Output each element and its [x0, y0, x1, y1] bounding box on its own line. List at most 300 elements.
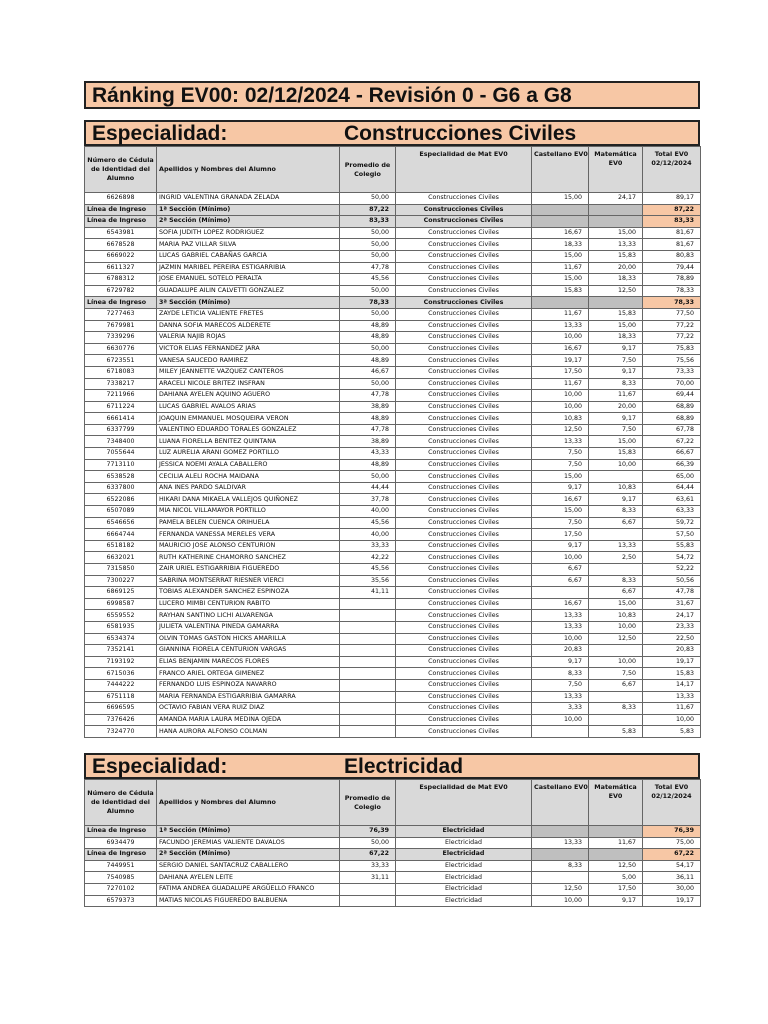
student-row: [85, 872, 701, 884]
matematica-cell: 12,50: [589, 285, 643, 297]
header-nombre: Apellidos y Nombres del Alumno: [157, 780, 340, 826]
section-construcciones-civiles: [84, 120, 700, 738]
matematica-cell: 20,00: [589, 401, 643, 413]
header-promedio: Promedio de Colegio: [340, 780, 396, 826]
promedio-cell: 76,39: [340, 826, 396, 838]
nombre-cell: TOBIAS ALEXANDER SANCHEZ ESPINOZA: [157, 587, 340, 599]
nombre-cell: AMANDA MARIA LAURA MEDINA OJEDA: [157, 714, 340, 726]
student-row: [85, 540, 701, 552]
castellano-cell: 16,67: [532, 598, 589, 610]
castellano-cell: 11,67: [532, 262, 589, 274]
especialidad-cell: Construcciones Civiles: [396, 645, 532, 657]
cedula-cell: 6581935: [85, 621, 157, 633]
especialidad-cell: Construcciones Civiles: [396, 355, 532, 367]
student-row: [85, 610, 701, 622]
promedio-cell: 45,56: [340, 517, 396, 529]
total-cell: 55,83: [643, 540, 701, 552]
total-cell: 36,11: [643, 872, 701, 884]
castellano-cell: 16,67: [532, 494, 589, 506]
especialidad-cell: Construcciones Civiles: [396, 482, 532, 494]
especialidad-cell: Construcciones Civiles: [396, 390, 532, 402]
castellano-cell: 13,33: [532, 691, 589, 703]
total-cell: 87,22: [643, 204, 701, 216]
promedio-cell: [340, 633, 396, 645]
promedio-cell: 43,33: [340, 448, 396, 460]
page-title: Ránking EV00: 02/12/2024 - Revisión 0 - G6 a G8: [84, 81, 700, 109]
total-cell: 54,17: [643, 860, 701, 872]
castellano-cell: 8,33: [532, 860, 589, 872]
nombre-cell: 2ª Sección (Mínimo): [157, 849, 340, 861]
student-row: [85, 633, 701, 645]
especialidad-cell: Construcciones Civiles: [396, 471, 532, 483]
castellano-cell: 7,50: [532, 448, 589, 460]
nombre-cell: SERGIO DANIEL SANTACRUZ CABALLERO: [157, 860, 340, 872]
matematica-cell: 9,17: [589, 413, 643, 425]
matematica-cell: 8,33: [589, 703, 643, 715]
castellano-cell: 15,83: [532, 285, 589, 297]
nombre-cell: OLVIN TOMAS GASTON HICKS AMARILLA: [157, 633, 340, 645]
castellano-cell: 15,00: [532, 193, 589, 205]
total-cell: 77,22: [643, 320, 701, 332]
castellano-cell: 7,50: [532, 459, 589, 471]
especialidad-cell: Construcciones Civiles: [396, 621, 532, 633]
nombre-cell: OCTAVIO FABIAN VERA RUIZ DIAZ: [157, 703, 340, 715]
promedio-cell: 48,89: [340, 320, 396, 332]
promedio-cell: 50,00: [340, 308, 396, 320]
cedula-cell: 6669022: [85, 250, 157, 262]
total-cell: 66,67: [643, 448, 701, 460]
castellano-cell: 8,33: [532, 668, 589, 680]
cedula-cell: 7324770: [85, 726, 157, 738]
total-cell: 50,56: [643, 575, 701, 587]
matematica-cell: 24,17: [589, 193, 643, 205]
entry-line-row: [85, 204, 701, 216]
header-castellano: Castellano EV0: [532, 780, 589, 826]
matematica-cell: 15,83: [589, 448, 643, 460]
total-cell: 69,44: [643, 390, 701, 402]
specialty-bar: [84, 753, 700, 779]
matematica-cell: [589, 849, 643, 861]
castellano-cell: 17,50: [532, 529, 589, 541]
nombre-cell: INGRID VALENTINA GRANADA ZELADA: [157, 193, 340, 205]
student-row: [85, 378, 701, 390]
castellano-cell: [532, 849, 589, 861]
nombre-cell: 1ª Sección (Mínimo): [157, 826, 340, 838]
cedula-cell: 7315850: [85, 564, 157, 576]
header-especialidad: Especialidad de Mat EV0: [396, 147, 532, 193]
promedio-cell: 50,00: [340, 378, 396, 390]
castellano-cell: 13,33: [532, 436, 589, 448]
total-cell: 59,72: [643, 517, 701, 529]
cedula-cell: 6869125: [85, 587, 157, 599]
nombre-cell: VALENTINO EDUARDO TORALES GONZALEZ: [157, 424, 340, 436]
promedio-cell: [340, 668, 396, 680]
promedio-cell: 50,00: [340, 250, 396, 262]
castellano-cell: 15,00: [532, 274, 589, 286]
especialidad-cell: Construcciones Civiles: [396, 401, 532, 413]
castellano-cell: 9,17: [532, 482, 589, 494]
nombre-cell: GUADALUPE AILIN CALVETTI GONZALEZ: [157, 285, 340, 297]
especialidad-cell: Construcciones Civiles: [396, 413, 532, 425]
header-total: Total EV0 02/12/2024: [643, 780, 701, 826]
entry-line-row: [85, 849, 701, 861]
total-cell: 77,22: [643, 332, 701, 344]
header-promedio: Promedio de Colegio: [340, 147, 396, 193]
matematica-cell: 7,50: [589, 668, 643, 680]
cedula-cell: 6507089: [85, 506, 157, 518]
especialidad-cell: Construcciones Civiles: [396, 308, 532, 320]
total-cell: 73,33: [643, 366, 701, 378]
total-cell: 22,50: [643, 633, 701, 645]
cedula-cell: 7348400: [85, 436, 157, 448]
especialidad-cell: Construcciones Civiles: [396, 320, 532, 332]
cedula-cell: 6711224: [85, 401, 157, 413]
castellano-cell: 9,17: [532, 656, 589, 668]
especialidad-cell: Electricidad: [396, 849, 532, 861]
header-total: Total EV0 02/12/2024: [643, 147, 701, 193]
student-row: [85, 575, 701, 587]
nombre-cell: JESSICA NOEMI AYALA CABALLERO: [157, 459, 340, 471]
castellano-cell: 7,50: [532, 679, 589, 691]
especialidad-cell: Construcciones Civiles: [396, 517, 532, 529]
especialidad-cell: Construcciones Civiles: [396, 494, 532, 506]
nombre-cell: ELIAS BENJAMIN MARECOS FLORES: [157, 656, 340, 668]
castellano-cell: [532, 587, 589, 599]
especialidad-cell: Construcciones Civiles: [396, 703, 532, 715]
matematica-cell: [589, 691, 643, 703]
especialidad-cell: Construcciones Civiles: [396, 633, 532, 645]
cedula-cell: 6751118: [85, 691, 157, 703]
promedio-cell: [340, 679, 396, 691]
castellano-cell: 13,33: [532, 610, 589, 622]
student-row: [85, 552, 701, 564]
matematica-cell: 15,83: [589, 250, 643, 262]
promedio-cell: [340, 703, 396, 715]
nombre-cell: RUTH KATHERINE CHAMORRO SANCHEZ: [157, 552, 340, 564]
nombre-cell: HANA AURORA ALFONSO COLMAN: [157, 726, 340, 738]
nombre-cell: SABRINA MONTSERRAT RIESNER VIERCI: [157, 575, 340, 587]
total-cell: 30,00: [643, 883, 701, 895]
total-cell: 75,83: [643, 343, 701, 355]
cedula-cell: 6661414: [85, 413, 157, 425]
header-cedula: Número de Cédula de Identidad del Alumno: [85, 780, 157, 826]
castellano-cell: [532, 726, 589, 738]
cedula-cell: 6934479: [85, 837, 157, 849]
total-cell: 15,83: [643, 668, 701, 680]
castellano-cell: 3,33: [532, 703, 589, 715]
cedula-cell: 7713110: [85, 459, 157, 471]
cedula-cell: 7055644: [85, 448, 157, 460]
promedio-cell: 47,78: [340, 262, 396, 274]
student-row: [85, 401, 701, 413]
cedula-cell: 6626898: [85, 193, 157, 205]
promedio-cell: 42,22: [340, 552, 396, 564]
especialidad-cell: Construcciones Civiles: [396, 239, 532, 251]
nombre-cell: 3ª Sección (Mínimo): [157, 297, 340, 309]
cedula-cell: 6723551: [85, 355, 157, 367]
nombre-cell: JAZMIN MARIBEL PEREIRA ESTIGARRIBIA: [157, 262, 340, 274]
nombre-cell: HIKARI DANA MIKAELA VALLEJOS QUIÑONEZ: [157, 494, 340, 506]
matematica-cell: 11,67: [589, 390, 643, 402]
nombre-cell: LUANA FIORELLA BENITEZ QUINTANA: [157, 436, 340, 448]
matematica-cell: 2,50: [589, 552, 643, 564]
matematica-cell: 12,50: [589, 633, 643, 645]
cedula-cell: Línea de Ingreso: [85, 204, 157, 216]
especialidad-cell: Construcciones Civiles: [396, 285, 532, 297]
nombre-cell: MARIA PAZ VILLAR SILVA: [157, 239, 340, 251]
castellano-cell: 7,50: [532, 517, 589, 529]
matematica-cell: [589, 216, 643, 228]
matematica-cell: 6,67: [589, 517, 643, 529]
especialidad-cell: Construcciones Civiles: [396, 274, 532, 286]
total-cell: 77,50: [643, 308, 701, 320]
total-cell: 65,00: [643, 471, 701, 483]
student-row: [85, 343, 701, 355]
student-row: [85, 285, 701, 297]
header-nombre: Apellidos y Nombres del Alumno: [157, 147, 340, 193]
castellano-cell: 10,00: [532, 714, 589, 726]
cedula-cell: 6998587: [85, 598, 157, 610]
cedula-cell: Línea de Ingreso: [85, 826, 157, 838]
matematica-cell: [589, 297, 643, 309]
matematica-cell: 12,50: [589, 860, 643, 872]
student-row: [85, 598, 701, 610]
matematica-cell: 7,50: [589, 355, 643, 367]
especialidad-cell: Construcciones Civiles: [396, 552, 532, 564]
promedio-cell: [340, 883, 396, 895]
matematica-cell: 10,00: [589, 459, 643, 471]
promedio-cell: 41,11: [340, 587, 396, 599]
promedio-cell: [340, 895, 396, 907]
cedula-cell: 6522086: [85, 494, 157, 506]
nombre-cell: SOFIA JUDITH LOPEZ RODRIGUEZ: [157, 227, 340, 239]
nombre-cell: LUCAS GABRIEL AVALOS ARIAS: [157, 401, 340, 413]
header-castellano: Castellano EV0: [532, 147, 589, 193]
nombre-cell: DAHIANA AYELEN LEITE: [157, 872, 340, 884]
promedio-cell: 48,89: [340, 332, 396, 344]
cedula-cell: 6630776: [85, 343, 157, 355]
promedio-cell: 33,33: [340, 860, 396, 872]
total-cell: 19,17: [643, 895, 701, 907]
promedio-cell: 50,00: [340, 227, 396, 239]
promedio-cell: 38,89: [340, 401, 396, 413]
especialidad-cell: Construcciones Civiles: [396, 227, 532, 239]
promedio-cell: 50,00: [340, 239, 396, 251]
student-row: [85, 517, 701, 529]
especialidad-cell: Construcciones Civiles: [396, 436, 532, 448]
castellano-cell: 10,83: [532, 413, 589, 425]
student-row: [85, 448, 701, 460]
matematica-cell: 10,00: [589, 621, 643, 633]
castellano-cell: 15,00: [532, 506, 589, 518]
student-row: [85, 691, 701, 703]
nombre-cell: JOAQUIN EMMANUEL MOSQUEIRA VERON: [157, 413, 340, 425]
cedula-cell: 6337800: [85, 482, 157, 494]
student-row: [85, 436, 701, 448]
student-row: [85, 332, 701, 344]
especialidad-cell: Construcciones Civiles: [396, 204, 532, 216]
total-cell: 66,39: [643, 459, 701, 471]
student-row: [85, 459, 701, 471]
student-row: [85, 471, 701, 483]
student-row: [85, 320, 701, 332]
student-row: [85, 883, 701, 895]
student-row: [85, 895, 701, 907]
cedula-cell: 6729782: [85, 285, 157, 297]
promedio-cell: 48,89: [340, 459, 396, 471]
student-row: [85, 837, 701, 849]
total-cell: 13,33: [643, 691, 701, 703]
especialidad-cell: Electricidad: [396, 837, 532, 849]
matematica-cell: 8,33: [589, 378, 643, 390]
especialidad-cell: Construcciones Civiles: [396, 378, 532, 390]
student-row: [85, 668, 701, 680]
promedio-cell: 46,67: [340, 366, 396, 378]
student-row: [85, 645, 701, 657]
cedula-cell: Línea de Ingreso: [85, 849, 157, 861]
student-row: [85, 193, 701, 205]
student-row: [85, 262, 701, 274]
total-cell: 78,33: [643, 285, 701, 297]
matematica-cell: [589, 471, 643, 483]
castellano-cell: 10,00: [532, 390, 589, 402]
entry-line-row: [85, 297, 701, 309]
promedio-cell: 45,56: [340, 274, 396, 286]
total-cell: 31,67: [643, 598, 701, 610]
promedio-cell: 78,33: [340, 297, 396, 309]
total-cell: 14,17: [643, 679, 701, 691]
promedio-cell: 87,22: [340, 204, 396, 216]
especialidad-cell: Construcciones Civiles: [396, 598, 532, 610]
specialty-bar: [84, 120, 700, 146]
student-row: [85, 239, 701, 251]
especialidad-cell: Construcciones Civiles: [396, 726, 532, 738]
total-cell: 78,89: [643, 274, 701, 286]
matematica-cell: 15,00: [589, 436, 643, 448]
total-cell: 24,17: [643, 610, 701, 622]
matematica-cell: 11,67: [589, 837, 643, 849]
matematica-cell: [589, 204, 643, 216]
student-row: [85, 506, 701, 518]
matematica-cell: 15,00: [589, 227, 643, 239]
nombre-cell: MAURICIO JOSE ALONSO CENTURION: [157, 540, 340, 552]
especialidad-cell: Construcciones Civiles: [396, 714, 532, 726]
especialidad-cell: Construcciones Civiles: [396, 459, 532, 471]
cedula-cell: 6518182: [85, 540, 157, 552]
nombre-cell: DAHIANA AYELEN AQUINO AGUERO: [157, 390, 340, 402]
student-row: [85, 587, 701, 599]
nombre-cell: MILEY JEANNETTE VAZQUEZ CANTEROS: [157, 366, 340, 378]
cedula-cell: 6696595: [85, 703, 157, 715]
nombre-cell: CECILIA ALELI ROCHA MAIDANA: [157, 471, 340, 483]
total-cell: 57,50: [643, 529, 701, 541]
especialidad-cell: Construcciones Civiles: [396, 448, 532, 460]
student-row: [85, 656, 701, 668]
student-row: [85, 703, 701, 715]
total-cell: 63,61: [643, 494, 701, 506]
cedula-cell: 7376426: [85, 714, 157, 726]
nombre-cell: VALERIA NAJIB ROJAS: [157, 332, 340, 344]
cedula-cell: 6538528: [85, 471, 157, 483]
nombre-cell: JOSE EMANUEL SOTELO PERALTA: [157, 274, 340, 286]
cedula-cell: 6534374: [85, 633, 157, 645]
specialty-label: Especialidad:: [92, 755, 228, 778]
entry-line-row: [85, 826, 701, 838]
cedula-cell: 7300227: [85, 575, 157, 587]
castellano-cell: 11,67: [532, 378, 589, 390]
especialidad-cell: Construcciones Civiles: [396, 297, 532, 309]
nombre-cell: LUZ AURELIA ARANI GOMEZ PORTILLO: [157, 448, 340, 460]
header-cedula: Número de Cédula de Identidad del Alumno: [85, 147, 157, 193]
castellano-cell: 20,83: [532, 645, 589, 657]
especialidad-cell: Construcciones Civiles: [396, 668, 532, 680]
total-cell: 79,44: [643, 262, 701, 274]
student-row: [85, 714, 701, 726]
nombre-cell: 1ª Sección (Mínimo): [157, 204, 340, 216]
promedio-cell: 50,00: [340, 471, 396, 483]
matematica-cell: 10,83: [589, 482, 643, 494]
promedio-cell: 40,00: [340, 529, 396, 541]
promedio-cell: [340, 598, 396, 610]
nombre-cell: PAMELA BELEN CUENCA ORIHUELA: [157, 517, 340, 529]
cedula-cell: 6632021: [85, 552, 157, 564]
especialidad-cell: Construcciones Civiles: [396, 332, 532, 344]
nombre-cell: MIA NICOL VILLAMAYOR PORTILLO: [157, 506, 340, 518]
promedio-cell: [340, 726, 396, 738]
nombre-cell: JULIETA VALENTINA PINEDA GAMARRA: [157, 621, 340, 633]
total-cell: 20,83: [643, 645, 701, 657]
cedula-cell: 7270102: [85, 883, 157, 895]
promedio-cell: 50,00: [340, 837, 396, 849]
promedio-cell: 83,33: [340, 216, 396, 228]
especialidad-cell: Construcciones Civiles: [396, 424, 532, 436]
cedula-cell: Línea de Ingreso: [85, 297, 157, 309]
promedio-cell: [340, 714, 396, 726]
matematica-cell: 13,33: [589, 239, 643, 251]
total-cell: 68,89: [643, 401, 701, 413]
header-especialidad: Especialidad de Mat EV0: [396, 780, 532, 826]
castellano-cell: 10,00: [532, 633, 589, 645]
student-row: [85, 413, 701, 425]
matematica-cell: 6,67: [589, 679, 643, 691]
cedula-cell: 6678528: [85, 239, 157, 251]
especialidad-cell: Construcciones Civiles: [396, 564, 532, 576]
student-row: [85, 274, 701, 286]
promedio-cell: [340, 656, 396, 668]
especialidad-cell: Construcciones Civiles: [396, 506, 532, 518]
especialidad-cell: Electricidad: [396, 826, 532, 838]
matematica-cell: 9,17: [589, 494, 643, 506]
especialidad-cell: Construcciones Civiles: [396, 216, 532, 228]
total-cell: 5,83: [643, 726, 701, 738]
matematica-cell: [589, 529, 643, 541]
header-matematica: Matemática EV0: [589, 780, 643, 826]
matematica-cell: 5,83: [589, 726, 643, 738]
cedula-cell: 6611327: [85, 262, 157, 274]
student-row: [85, 564, 701, 576]
especialidad-cell: Construcciones Civiles: [396, 575, 532, 587]
nombre-cell: FRANCO ARIEL ORTEGA GIMENEZ: [157, 668, 340, 680]
castellano-cell: 12,50: [532, 883, 589, 895]
matematica-cell: [589, 714, 643, 726]
matematica-cell: 6,67: [589, 587, 643, 599]
matematica-cell: 15,83: [589, 308, 643, 320]
promedio-cell: 45,56: [340, 564, 396, 576]
total-cell: 81,67: [643, 239, 701, 251]
castellano-cell: 10,00: [532, 895, 589, 907]
especialidad-cell: Electricidad: [396, 872, 532, 884]
total-cell: 81,67: [643, 227, 701, 239]
